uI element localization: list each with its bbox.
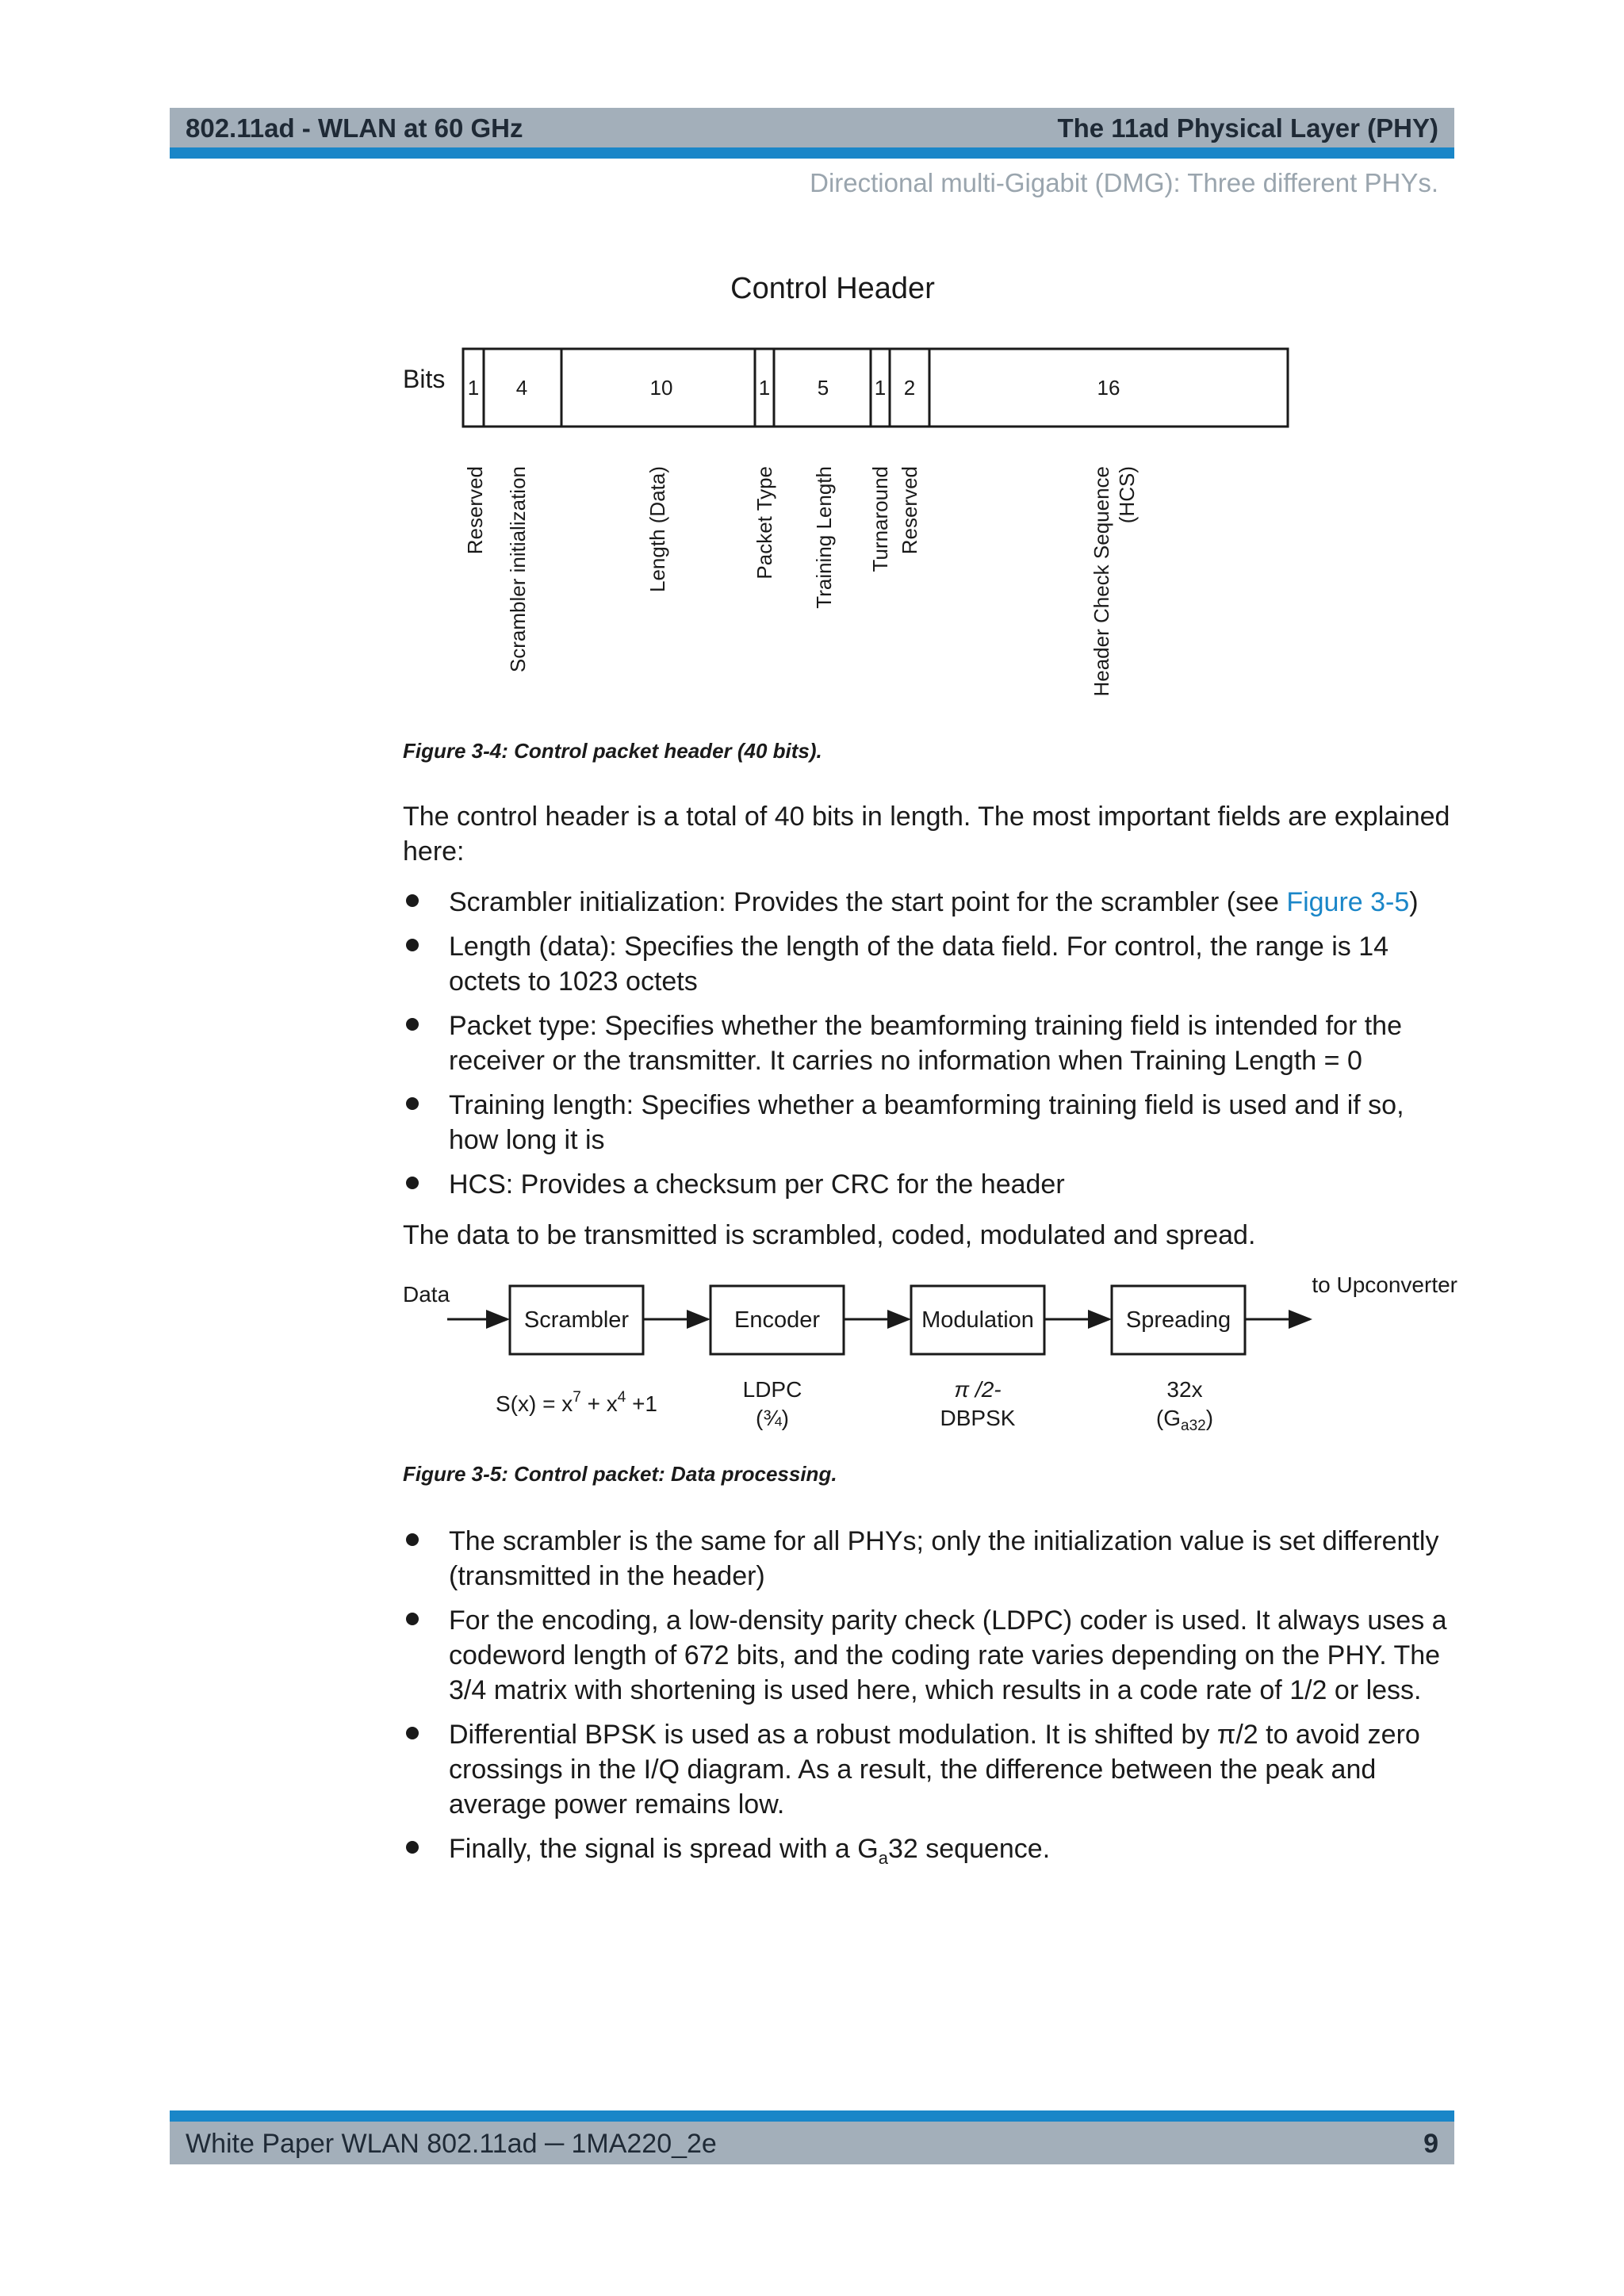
header-fields-list xyxy=(403,885,1457,1202)
field-bits-hcs: 16 xyxy=(1097,376,1120,400)
bits-label: Bits xyxy=(403,365,446,393)
modulation-note-pi: π /2- xyxy=(954,1377,1002,1402)
list-item-text: 32 sequence. xyxy=(887,1834,1051,1864)
list-item-text: Finally, the signal is spread with a G xyxy=(449,1834,879,1864)
spreading-note-factor: 32x xyxy=(1166,1377,1203,1402)
list-item-text: Training length: Specifies whether a beamforming training field is used and if so, how long it is xyxy=(449,1090,1404,1155)
encoder-note-ldpc: LDPC xyxy=(742,1377,802,1402)
field-bits-packet-type: 1 xyxy=(758,376,771,400)
figure-3-4-caption: Figure 3-4: Control packet header (40 bits). xyxy=(403,739,822,763)
field-bits-turnaround: 1 xyxy=(874,376,887,400)
modulation-block-label: Modulation xyxy=(921,1307,1034,1333)
list-item-text: HCS: Provides a checksum per CRC for the header xyxy=(449,1169,1065,1200)
list-item xyxy=(403,1603,1457,1708)
intro-paragraph: The control header is a total of 40 bits in length. The most important fields are explained here: xyxy=(403,802,1450,867)
figure-3-5-link[interactable]: Figure 3-5 xyxy=(1286,887,1410,917)
list-item xyxy=(403,1831,1457,1876)
scrambler-polynomial-note: $S(x) = x^7 + x^4 +1$ xyxy=(495,1389,658,1416)
bullet-icon xyxy=(406,1533,419,1546)
bullet-icon xyxy=(406,939,419,951)
list-item xyxy=(403,929,1457,999)
spreading-block-label: Spreading xyxy=(1125,1307,1231,1333)
list-item-text: ) xyxy=(1409,887,1419,917)
list-item xyxy=(403,1088,1457,1158)
list-item-text: Packet type: Specifies whether the beamforming training field is intended for the receiver or the transmitter. It carries no information when Training Length = 0 xyxy=(449,1011,1403,1076)
page-number: 9 xyxy=(1423,2129,1438,2159)
encoder-block-label: Encoder xyxy=(733,1307,821,1333)
footer-document-id: White Paper WLAN 802.11ad ─ 1MA220_2e xyxy=(186,2129,717,2159)
list-item xyxy=(403,1167,1457,1202)
diagram-title: Control Header xyxy=(730,272,935,305)
subscript-text: a xyxy=(878,1847,888,1868)
header-section-title: Directional multi-Gigabit (DMG): Three different PHYs. xyxy=(810,168,1438,197)
field-bits-training-length: 5 xyxy=(817,376,829,400)
bullet-icon xyxy=(406,1727,419,1739)
field-name-turnaround: Turnaround xyxy=(868,466,892,572)
header-chapter-title: The 11ad Physical Layer (PHY) xyxy=(1057,113,1438,143)
list-item xyxy=(403,1717,1457,1822)
bullet-icon xyxy=(406,1177,419,1189)
data-input-label: Data xyxy=(403,1282,450,1307)
modulation-note-dbpsk: DBPSK xyxy=(940,1406,1016,1430)
processing-paragraph: The data to be transmitted is scrambled, coded, modulated and spread. xyxy=(403,1220,1256,1250)
field-name-length: Length (Data) xyxy=(645,466,669,592)
list-item-text: Length (data): Specifies the length of the data field. For control, the range is 14 octets to 1023 octets xyxy=(449,932,1389,997)
field-name-packet-type: Packet Type xyxy=(753,466,776,580)
processing-steps-list xyxy=(403,1524,1457,1876)
bullet-icon xyxy=(406,1613,419,1625)
list-item xyxy=(403,885,1457,920)
scrambler-block-label: Scrambler xyxy=(523,1307,630,1333)
list-item xyxy=(403,1524,1457,1594)
bullet-icon xyxy=(406,1841,419,1854)
encoder-note-rate: (¾) xyxy=(756,1406,789,1430)
data-processing-diagram xyxy=(381,1261,1459,1451)
list-item-text: Scrambler initialization: Provides the start point for the scrambler (see xyxy=(449,887,1287,917)
bullet-icon xyxy=(406,1097,419,1110)
spreading-note-sequence: $(G_{a32})$ xyxy=(1155,1406,1214,1434)
field-name-training-length: Training Length xyxy=(812,466,836,609)
list-item xyxy=(403,1008,1457,1078)
upconverter-output-label: to Upconverter xyxy=(1312,1272,1457,1297)
field-bits-scrambler-init: 4 xyxy=(515,376,528,400)
field-bits-reserved-2: 2 xyxy=(903,376,916,400)
list-item-text: The scrambler is the same for all PHYs; only the initialization value is set differently (transmitted in the header) xyxy=(449,1526,1439,1591)
list-item-text: Differential BPSK is used as a robust modulation. It is shifted by π/2 to avoid zero crossings in the I/Q diagram. As a result, the difference between the peak and average power remains low. xyxy=(449,1720,1420,1820)
field-name-hcs-abbrev: (HCS) xyxy=(1115,466,1139,524)
field-name-reserved-2: Reserved xyxy=(898,466,921,555)
bullet-icon xyxy=(406,1018,419,1031)
figure-3-5-caption: Figure 3-5: Control packet: Data processing. xyxy=(403,1462,837,1486)
bullet-icon xyxy=(406,894,419,907)
header-accent-line xyxy=(170,147,1454,159)
field-name-hcs: Header Check Sequence xyxy=(1090,466,1113,697)
header-document-title: 802.11ad - WLAN at 60 GHz xyxy=(186,113,523,143)
field-bits-length: 10 xyxy=(649,376,673,400)
field-name-scrambler-init: Scrambler initialization xyxy=(506,466,530,673)
field-name-reserved: Reserved xyxy=(463,466,487,555)
control-header-diagram xyxy=(381,262,1332,721)
list-item-text: For the encoding, a low-density parity check (LDPC) coder is used. It always uses a codeword length of 672 bits, and the coding rate varies depending on the PHY. The 3/4 matrix with shortening is used here, which results in a code rate of 1/2 or less. xyxy=(449,1605,1447,1705)
field-bits-reserved: 1 xyxy=(467,376,480,400)
footer-accent-line xyxy=(170,2110,1454,2122)
